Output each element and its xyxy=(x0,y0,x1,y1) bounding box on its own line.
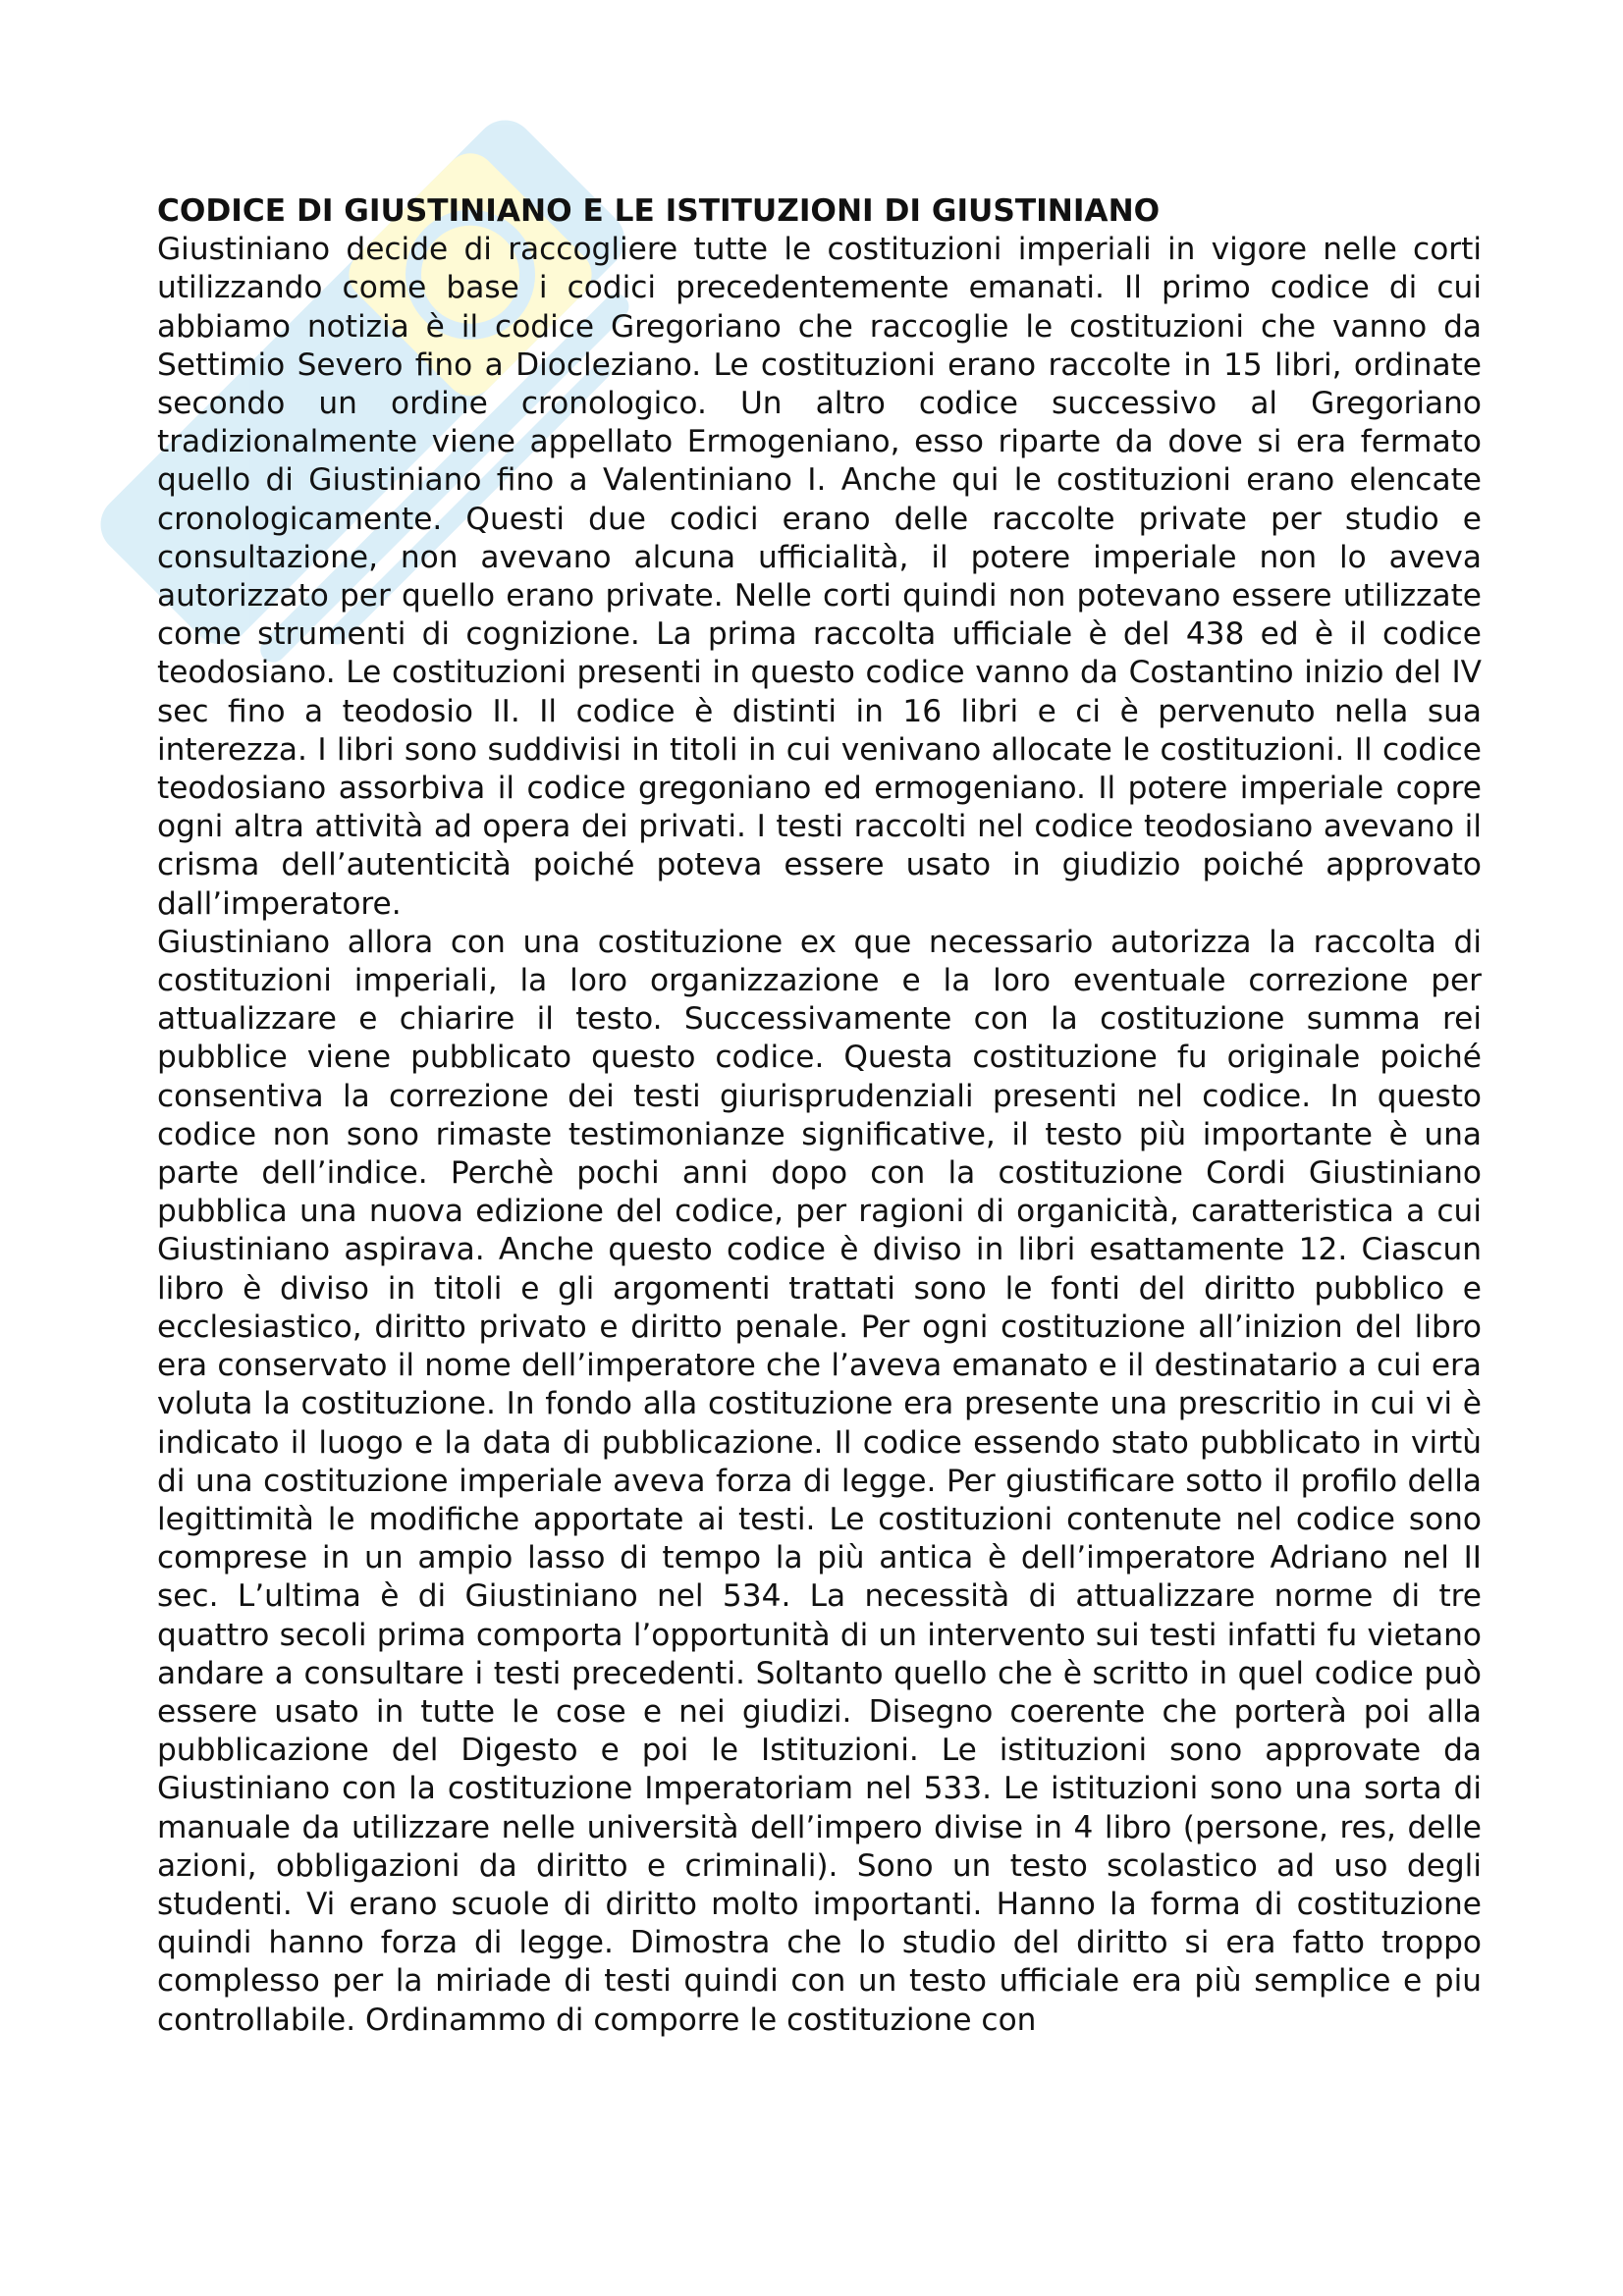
document-body xyxy=(157,192,1482,2040)
paragraph: Giustiniano allora con una costituzione ex que necessario autorizza la raccolta di costituzioni imperiali, la loro organizzazione e la loro eventuale correzione per attualizzare e chiarire il testo. Successivamente con la costituzione summa rei pubblice viene pubblicato questo codice. Questa costituzione fu originale poiché consentiva la correzione dei testi giurisprudenziali presenti nel codice. In questo codice non sono rimaste testimonianze significative, il testo più importante è una parte dell’indice. Perchè pochi anni dopo con la costituzione Cordi Giustiniano pubblica una nuova edizione del codice, per ragioni di organicità, caratteristica a cui Giustiniano aspirava. Anche questo codice è diviso in libri esattamente 12. Ciascun libro è diviso in titoli e gli argomenti trattati sono le fonti del diritto pubblico e ecclesiastico, diritto privato e diritto penale. Per ogni costituzione all’inizion del libro era conservato il nome dell’imperatore che l’aveva emanato e il destinatario a cui era voluta la costituzione. In fondo alla costituzione era presente una prescritio in cui vi è indicato il luogo e la data di pubblicazione. Il codice essendo stato pubblicato in virtù di una costituzione imperiale aveva forza di legge. Per giustificare sotto il profilo della legittimità le modifiche apportate ai testi. Le costituzioni contenute nel codice sono comprese in un ampio lasso di tempo la più antica è dell’imperatore Adriano nel II sec. L’ultima è di Giustiniano nel 534. La necessità di attualizzare norme di tre quattro secoli prima comporta l’opportunità di un intervento sui testi infatti fu vietano andare a consultare i testi precedenti. Soltanto quello che è scritto in quel codice può essere usato in tutte le cose e nei giudizi. Disegno coerente che porterà poi alla pubblicazione del Digesto e poi le Istituzioni. Le istituzioni sono approvate da Giustiniano con la costituzione Imperatoriam nel 533. Le istituzioni sono una sorta di manuale da utilizzare nelle università dell’impero divise in 4 libro (persone, res, delle azioni, obbligazioni da diritto e criminali). Sono un testo scolastico ad uso degli studenti. Vi erano scuole di diritto molto importanti. Hanno la forma di costituzione quindi hanno forza di legge. Dimostra che lo studio del diritto si era fatto troppo complesso per la miriade di testi quindi con un testo ufficiale era più semplice e piu controllabile. Ordinammo di comporre le costituzione con xyxy=(157,924,1482,2038)
document-title: CODICE DI GIUSTINIANO E LE ISTITUZIONI DI GIUSTINIANO xyxy=(157,193,1161,229)
paragraph: Giustiniano decide di raccogliere tutte le costituzioni imperiali in vigore nelle corti utilizzando come base i codici precedentemente emanati. Il primo codice di cui abbiamo notizia è il codice Gregoriano che raccoglie le costituzioni che vanno da Settimio Severo fino a Diocleziano. Le costituzioni erano raccolte in 15 libri, ordinate secondo un ordine cronologico. Un altro codice successivo al Gregoriano tradizionalmente viene appellato Ermogeniano, esso riparte da dove si era fermato quello di Giustiniano fino a Valentiniano I. Anche qui le costituzioni erano elencate cronologicamente. Questi due codici erano delle raccolte private per studio e consultazione, non avevano alcuna ufficialità, il potere imperiale non lo aveva autorizzato per quello erano private. Nelle corti quindi non potevano essere utilizzate come strumenti di cognizione. La prima raccolta ufficiale è del 438 ed è il codice teodosiano. Le costituzioni presenti in questo codice vanno da Costantino inizio del IV sec fino a teodosio II. Il codice è distinti in 16 libri e ci è pervenuto nella sua interezza. I libri sono suddivisi in titoli in cui venivano allocate le costituzioni. Il codice teodosiano assorbiva il codice gregoniano ed ermogeniano. Il potere imperiale copre ogni altra attività ad opera dei privati. I testi raccolti nel codice teodosiano avevano il crisma dell’autenticità poiché poteva essere usato in giudizio poiché approvato dall’imperatore. xyxy=(157,232,1482,922)
